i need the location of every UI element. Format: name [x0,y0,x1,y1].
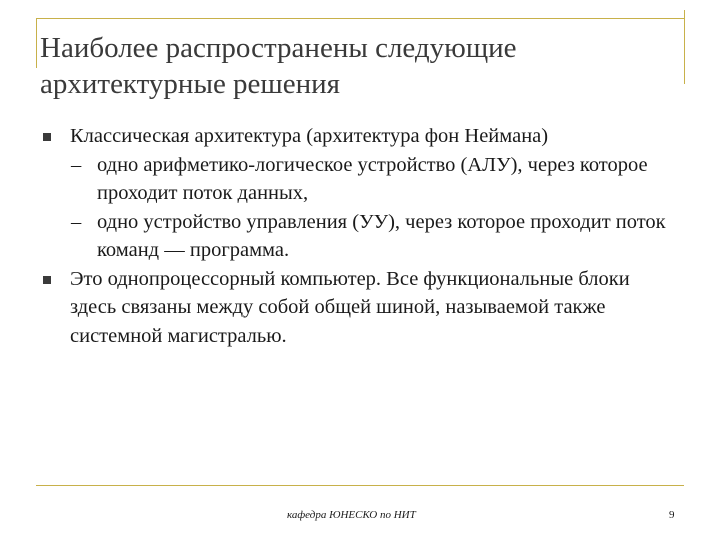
sub-bullet-item [40,208,680,265]
square-bullet-icon [43,276,51,284]
slide-title [40,30,670,102]
slide-content [40,122,680,350]
page-number: 9 [669,509,675,521]
slide-title-line-1: Наиболее распространены следующие [40,32,517,64]
bullet-text: Это однопроцессорный компьютер. Все функциональные блоки здесь связаны между собой общей шиной, называемой также системной магистралью. [70,267,630,347]
bullet-text: Классическая архитектура (архитектура фон Неймана) [70,125,549,147]
frame-left-line [36,18,37,68]
frame-top-line [36,18,684,19]
slide-title-line-2: архитектурные решения [40,68,341,100]
footer-text: кафедра ЮНЕСКО по НИТ [287,509,416,521]
frame-right-line [684,10,685,84]
sub-bullet-text: одно устройство управления (УУ), через которое проходит поток команд — программа. [97,210,666,261]
bullet-item [40,265,680,351]
sub-bullet-text: одно арифметико-логическое устройство (АЛУ), через которое проходит поток данных, [97,153,648,204]
dash-bullet-icon: – [71,153,82,176]
sub-bullet-item [40,151,680,208]
frame-bottom-line [36,485,684,486]
square-bullet-icon [43,133,51,141]
bullet-item [40,122,680,151]
dash-bullet-icon: – [71,210,82,233]
